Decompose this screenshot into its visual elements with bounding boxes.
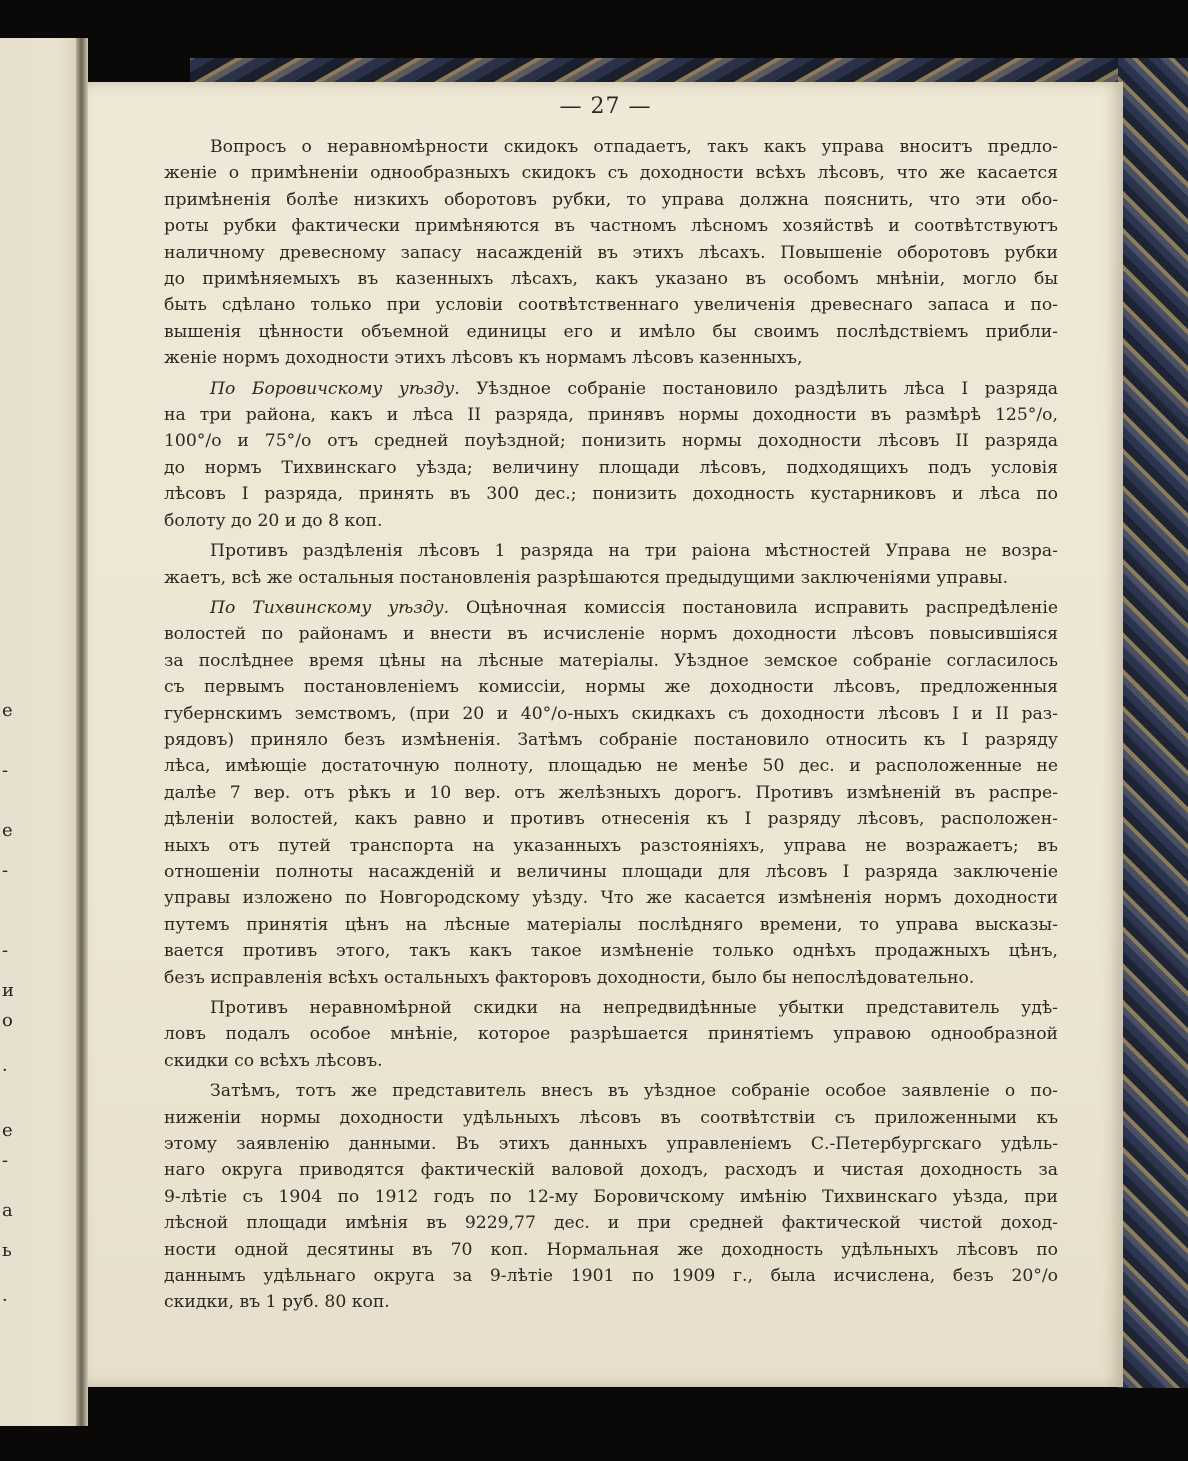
text-line: 9-лѣтіе съ 1904 по 1912 годъ по 12-му Боровичскому имѣнію Тихвинскаго уѣзда, при [164, 1186, 1058, 1207]
left-fragment: а [2, 1200, 13, 1221]
text-line: безъ исправленія всѣхъ остальныхъ факторовъ доходности, было бы непослѣдовательно. [164, 967, 975, 988]
paragraph [164, 538, 1058, 591]
text-line: вается противъ этого, такъ какъ такое измѣненіе только однѣхъ продажныхъ цѣнъ, [164, 941, 1058, 962]
text-line: губернскимъ земствомъ, (при 20 и 40°/о-ныхъ скидкахъ съ доходности лѣсовъ I и II раз- [164, 703, 1058, 724]
left-fragment: - [2, 760, 9, 781]
binding-right [1118, 58, 1188, 1388]
text-line: Противъ раздѣленія лѣсовъ 1 разряда на три раіона мѣстностей Управа не возра- [210, 541, 1058, 562]
text-line: лѣсной площади имѣнія въ 9229,77 дес. и при средней фактической чистой доход- [164, 1213, 1058, 1234]
text-line [164, 376, 1058, 402]
text-line: скидки со всѣхъ лѣсовъ. [164, 1050, 383, 1071]
text-line: даннымъ удѣльнаго округа за 9-лѣтіе 1901 по 1909 г., была исчислена, безъ 20°/о [164, 1266, 1058, 1287]
paragraph [164, 376, 1058, 534]
left-page-edge [0, 38, 82, 1426]
text-line: лѣсовъ I разряда, принять въ 300 дес.; понизить доходность кустарниковъ и лѣса по [164, 484, 1058, 505]
text-line: путемъ принятія цѣнъ на лѣсные матеріалы послѣдняго времени, то управа высказы- [164, 914, 1058, 935]
text-line: рядовъ) приняло безъ измѣненія. Затѣмъ собраніе постановило относить къ I разряду [164, 729, 1058, 750]
left-fragment: е [2, 700, 13, 721]
left-fragment: о [2, 1010, 13, 1031]
text-line: ныхъ отъ путей транспорта на указанныхъ разстояніяхъ, управа не возражаетъ; въ [164, 835, 1058, 856]
text-line: далѣе 7 вер. отъ рѣкъ и 10 вер. отъ желѣзныхъ дорогъ. Противъ измѣненій въ распре- [164, 782, 1058, 803]
text-fragment: Оцѣночная комиссія постановила исправить распредѣленіе [449, 597, 1058, 618]
text-line: управы изложено по Новгородскому уѣзду. Что же касается измѣненія нормъ доходности [164, 888, 1058, 909]
text-line: болоту до 20 и до 8 коп. [164, 510, 383, 531]
left-fragment: и [2, 980, 14, 1001]
left-fragment: · [2, 1060, 8, 1081]
text-line: Противъ неравномѣрной скидки на непредвидѣнные убытки представитель удѣ- [210, 998, 1058, 1018]
left-fragment: · [2, 1290, 8, 1311]
text-line: ности одной десятины въ 70 коп. Нормальная же доходность удѣльныхъ лѣсовъ по [164, 1239, 1058, 1260]
left-fragment: - [2, 860, 9, 881]
book-gutter [76, 38, 88, 1426]
text-line: этому заявленію данными. Въ этихъ данныхъ управленіемъ С.-Петербургскаго удѣль- [164, 1134, 1058, 1155]
text-line: примѣненія болѣе низкихъ оборотовъ рубки, то управа должна пояснить, что эти обо- [164, 189, 1058, 210]
paragraph [164, 134, 1058, 372]
left-fragment: - [2, 1150, 9, 1171]
text-line: скидки, въ 1 руб. 80 коп. [164, 1292, 390, 1313]
text-line: ниженіи нормы доходности удѣльныхъ лѣсовъ въ соотвѣтствіи съ приложенными къ [164, 1107, 1058, 1128]
text-line: отношеніи полноты насажденій и величины площади для лѣсовъ I разряда заключеніе [164, 861, 1058, 882]
left-page-text-fragments [0, 38, 14, 1426]
left-fragment: е [2, 820, 13, 841]
text-line: до примѣняемыхъ въ казенныхъ лѣсахъ, какъ указано въ особомъ мнѣніи, могло бы [164, 269, 1058, 290]
text-line: наличному древесному запасу насажденій въ этихъ лѣсахъ. Повышеніе оборотовъ рубки [164, 242, 1058, 263]
text-line: за послѣднее время цѣны на лѣсные матеріалы. Уѣздное земское собраніе согласилось [164, 650, 1058, 671]
text-line: до нормъ Тихвинскаго уѣзда; величину площади лѣсовъ, подходящихъ подъ условія [164, 457, 1058, 478]
page-number: — 27 — [559, 94, 652, 119]
text-line: вышенія цѣнности объемной единицы его и имѣло бы своимъ послѣдствіемъ прибли- [164, 321, 1058, 342]
paragraph [164, 1078, 1058, 1316]
book-page [88, 82, 1123, 1387]
section-heading: По Тихвинскому уѣзду. [210, 597, 450, 618]
left-fragment: ь [2, 1240, 12, 1261]
text-fragment: Уѣздное собраніе постановило раздѣлить лѣса I разряда [459, 378, 1058, 399]
left-fragment: е [2, 1120, 13, 1141]
text-line: женіе о примѣненіи однообразныхъ скидокъ съ доходности всѣхъ лѣсовъ, что же касается [164, 163, 1058, 184]
paragraph [164, 595, 1058, 991]
text-line: волостей по районамъ и внести въ исчисленіе нормъ доходности лѣсовъ повысившіяся [164, 624, 1058, 645]
text-line: Вопросъ о неравномѣрности скидокъ отпадаетъ, такъ какъ управа вноситъ предло- [210, 137, 1058, 157]
text-line: Затѣмъ, тотъ же представитель внесъ въ уѣздное собраніе особое заявленіе о по- [210, 1081, 1058, 1102]
paragraph [164, 995, 1058, 1074]
text-line: лѣса, имѣющіе достаточную полноту, площадью не менѣе 50 дес. и расположенные не [164, 756, 1058, 777]
text-line: роты рубки фактически примѣняются въ частномъ лѣсномъ хозяйствѣ и соотвѣтствуютъ [164, 216, 1058, 237]
text-line: быть сдѣлано только при условіи соотвѣтственнаго увеличенія древеснаго запаса и по- [164, 295, 1058, 316]
text-line: женіе нормъ доходности этихъ лѣсовъ къ нормамъ лѣсовъ казенныхъ, [164, 348, 803, 369]
text-line: дѣленіи волостей, какъ равно и противъ отнесенія къ I разряду лѣсовъ, расположен- [164, 809, 1058, 830]
text-line: жаетъ, всѣ же остальныя постановленія разрѣшаются предыдущими заключеніями управы. [164, 567, 1009, 588]
text-line: на три района, какъ и лѣса II разряда, принявъ нормы доходности въ размѣрѣ 125°/о, [164, 405, 1058, 426]
page-body [164, 134, 1058, 1320]
left-fragment: - [2, 940, 9, 961]
section-heading: По Боровичскому уѣзду. [210, 378, 460, 399]
text-line: наго округа приводятся фактическій валовой доходъ, расходъ и чистая доходность за [164, 1160, 1058, 1181]
text-line: ловъ подалъ особое мнѣніе, которое разрѣшается принятіемъ управою однообразной [164, 1024, 1058, 1045]
text-line [164, 595, 1058, 621]
text-line: съ первымъ постановленіемъ комиссіи, нормы же доходности лѣсовъ, предложенныя [164, 677, 1058, 698]
text-line: 100°/о и 75°/о отъ средней поуѣздной; понизить нормы доходности лѣсовъ II разряда [164, 431, 1058, 452]
